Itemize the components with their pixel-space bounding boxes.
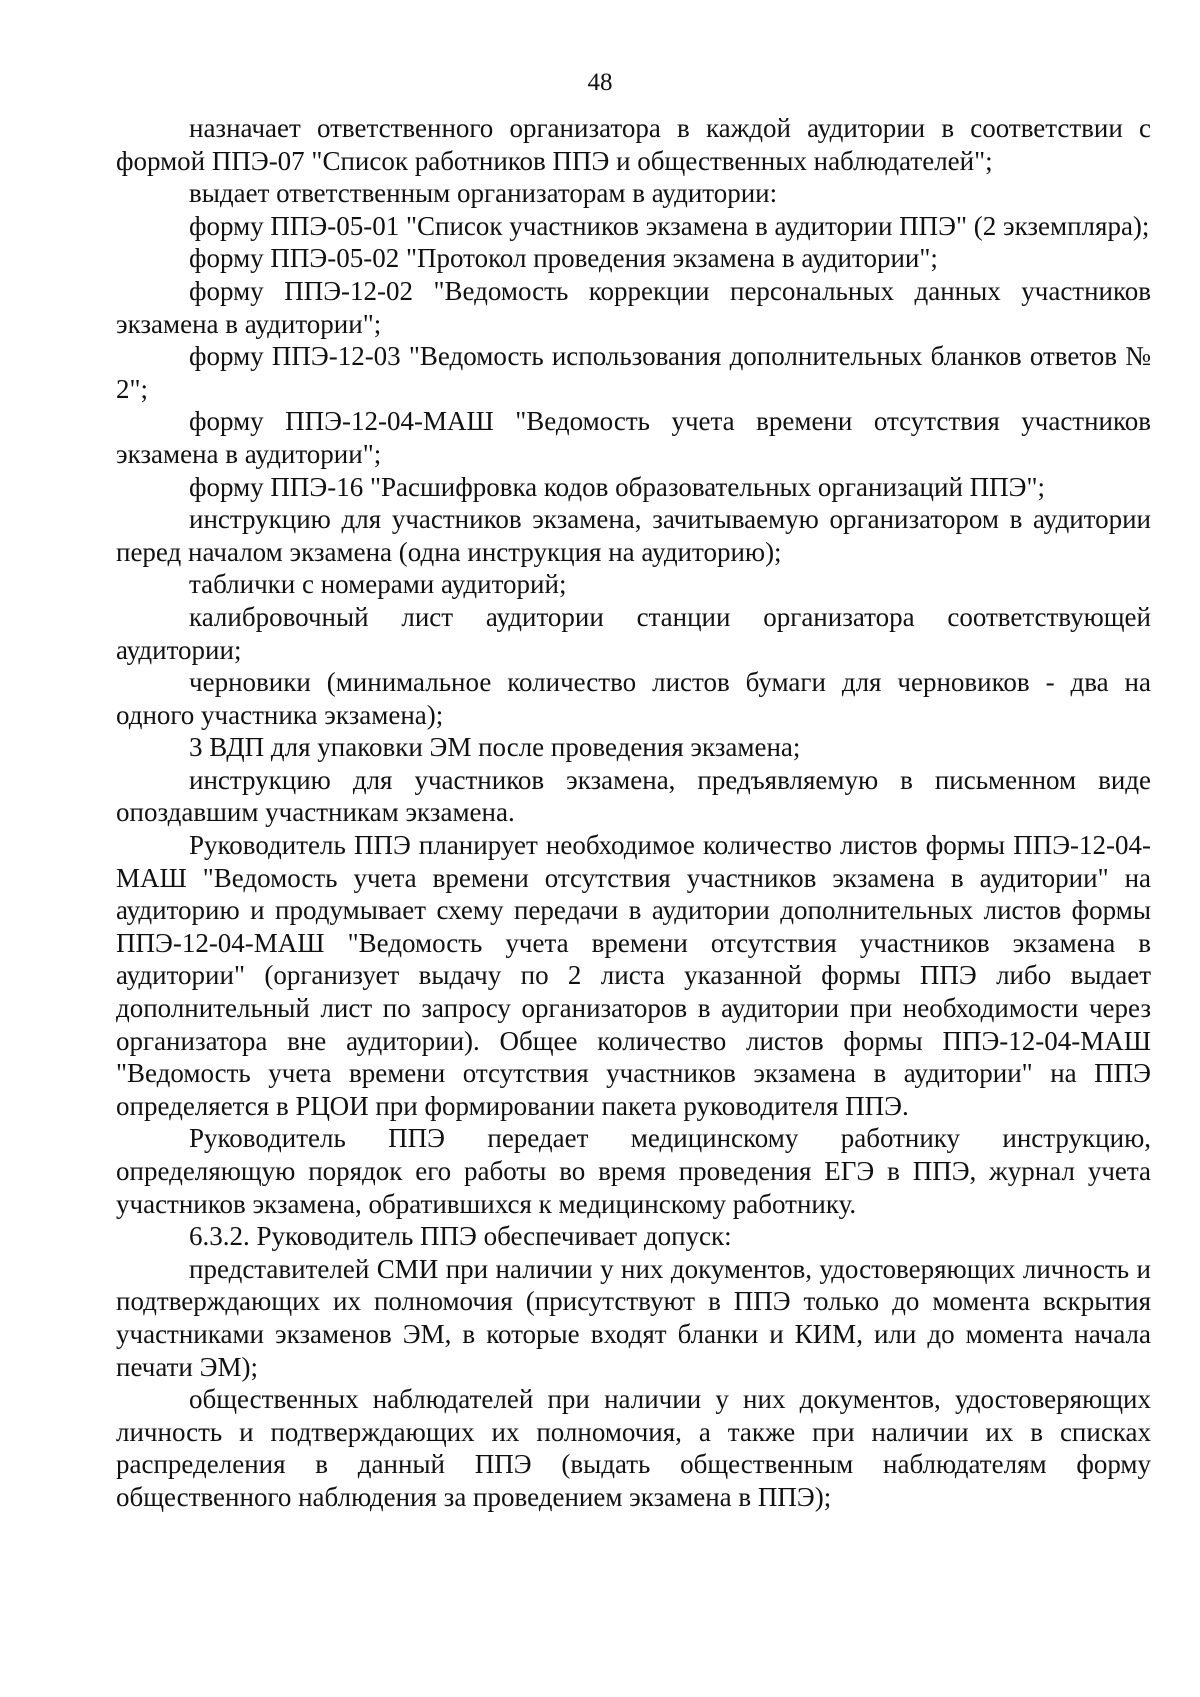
list-item-public-observers: общественных наблюдателей при наличии у них документов, удостоверяющих личность и подтверждающих их полномочия, а также при наличии их в списках распределения в данный ППЭ (выдать общественным наблюдателям форму общественного наблюдения за проведением экзамена в ППЭ);	[116, 1384, 1151, 1512]
list-item-drafts: черновики (минимальное количество листов бумаги для черновиков - два на одного участника экзамена);	[116, 667, 1151, 730]
list-item-form-05-02: форму ППЭ-05-02 "Протокол проведения экзамена в аудитории";	[189, 243, 938, 274]
list-item-vdp-packages: 3 ВДП для упаковки ЭМ после проведения экзамена;	[189, 732, 801, 763]
list-item-calibration-sheet: калибровочный лист аудитории станции организатора соответствующей аудитории;	[116, 601, 1151, 665]
paragraph-medical-worker: Руководитель ППЭ передает медицинскому работнику инструкцию, определяющую порядок его работы во время проведения ЕГЭ в ППЭ, журнал учета участников экзамена, обратившихся к медицинскому работнику.	[116, 1123, 1151, 1219]
page-number: 48	[587, 69, 613, 96]
paragraph-issue-to-organizers: выдает ответственным организаторам в аудитории:	[189, 178, 778, 209]
list-item-instruction-latecomers: инструкцию для участников экзамена, предъявляемую в письменном виде опоздавшим участникам экзамена.	[116, 764, 1151, 828]
paragraph-assign-organizer: назначает ответственного организатора в каждой аудитории в соответствии с формой ППЭ-07 "Список работников ППЭ и общественных наблюдателей";	[116, 113, 1151, 176]
list-item-instruction-read-aloud: инструкцию для участников экзамена, зачитываемую организатором в аудитории перед началом экзамена (одна инструкция на аудиторию);	[116, 504, 1151, 567]
list-item-form-12-03: форму ППЭ-12-03 "Ведомость использования дополнительных бланков ответов № 2";	[116, 341, 1151, 404]
list-item-form-12-04-mash: форму ППЭ-12-04-МАШ "Ведомость учета времени отсутствия участников экзамена в аудитории";	[116, 406, 1151, 469]
section-heading-6-3-2: 6.3.2. Руководитель ППЭ обеспечивает допуск:	[189, 1221, 732, 1252]
list-item-form-12-02: форму ППЭ-12-02 "Ведомость коррекции персональных данных участников экзамена в аудитории";	[116, 275, 1151, 339]
list-item-room-signs: таблички с номерами аудиторий;	[189, 569, 567, 600]
document-body	[116, 112, 1151, 1514]
list-item-form-05-01: форму ППЭ-05-01 "Список участников экзамена в аудитории ППЭ" (2 экземпляра);	[189, 210, 1150, 241]
list-item-media-representatives: представителей СМИ при наличии у них документов, удостоверяющих личность и подтверждающих их полномочия (присутствуют в ППЭ только до момента вскрытия участниками экзаменов ЭМ, в которые входят бланки и КИМ, или до момента начала печати ЭМ);	[116, 1253, 1151, 1382]
paragraph-sheet-planning: Руководитель ППЭ планирует необходимое количество листов формы ППЭ-12-04-МАШ "Ведомость учета времени отсутствия участников экзамена в аудитории" на аудиторию и продумывает схему передачи в аудитории дополнительных листов формы ППЭ-12-04-МАШ "Ведомость учета времени отсутствия участников экзамена в аудитории" (организует выдачу по 2 листа указанной формы ППЭ либо выдает дополнительный лист по запросу организаторов в аудитории при необходимости через организатора вне аудитории). Общее количество листов формы ППЭ-12-04-МАШ "Ведомость учета времени отсутствия участников экзамена в аудитории" на ППЭ определяется в РЦОИ при формировании пакета руководителя ППЭ.	[116, 830, 1151, 1121]
list-item-form-16: форму ППЭ-16 "Расшифровка кодов образовательных организаций ППЭ";	[189, 471, 1045, 502]
